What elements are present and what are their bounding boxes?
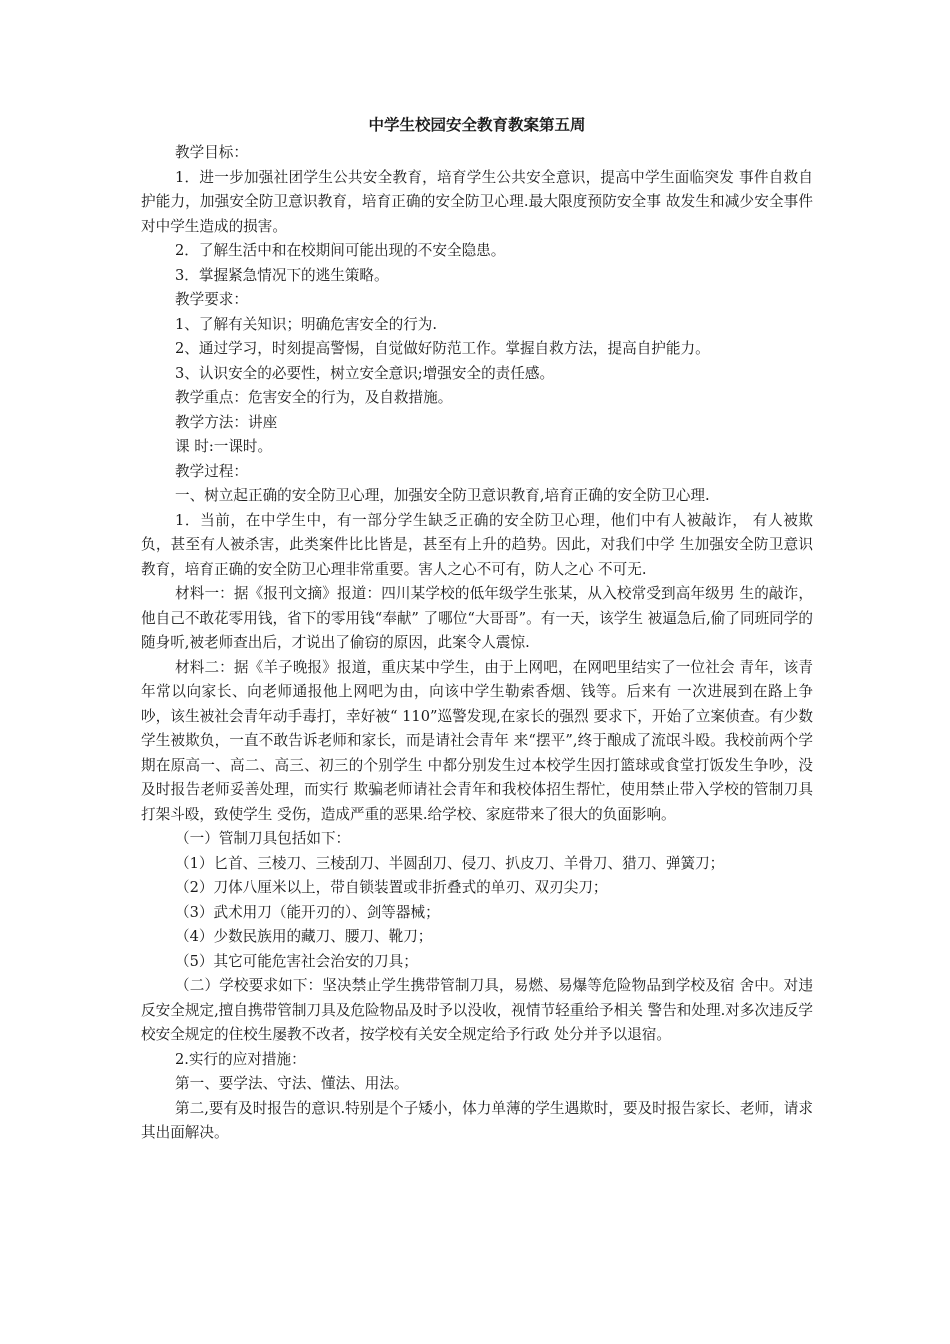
paragraph: 2．了解生活中和在校期间可能出现的不安全隐患。 (175, 242, 506, 259)
paragraph: 材料二：据《羊子晚报》报道，重庆某中学生，由于上网吧，在网吧里结实了一位社会 青年，该青年常以向家长、向老师通报他上网吧为由，向该中学生勒索香烟、钱等。后来有 一次进展到在路上争吵，该生被社会青年动手毒打，幸好被“ 110”巡警发现,在家长的强烈 要求下，开始了立案侦查。有少数学生被欺负，一直不敢告诉老师和家长，而是请社会青年 来“摆平”,终于酿成了流氓斗殴。我校前两个学期在原高一、高二、高三、初三的个别学生 中都分别发生过本校学生因打篮球或食堂打饭发生争吵，没及时报告老师妥善处理，而实行 欺骗老师请社会青年和我校体招生帮忙，使用禁止带入学校的管制刀具打架斗殴，致使学生 受伤，造成严重的恶果.给学校、家庭带来了很大的负面影响。 (141, 658, 813, 823)
paragraph: 3．掌握紧急情况下的逃生策略。 (175, 266, 389, 284)
paragraph: （2）刀体八厘米以上，带自锁装置或非折叠式的单刃、双刃尖刀； (175, 879, 608, 896)
paragraph: 教学重点：危害安全的行为，及自救措施。 (175, 389, 453, 406)
paragraph: （4）少数民族用的藏刀、腰刀、靴刀； (175, 928, 433, 945)
paragraph: （1）匕首、三棱刀、三棱刮刀、半圆刮刀、侵刀、扒皮刀、羊骨刀、猎刀、弹簧刀； (175, 854, 725, 872)
paragraph: （二）学校要求如下：坚决禁止学生携带管制刀具，易燃、易爆等危险物品到学校及宿 舍中。对违反安全规定,擅自携带管制刀具及危险物品及时予以没收，视情节轻重给予相关 警告和处理.对多次违反学校安全规定的住校生屡教不改者，按学校有关安全规定给予行政 处分并予以退宿。 (141, 977, 813, 1043)
paragraph: （5）其它可能危害社会治安的刀具； (175, 952, 418, 970)
paragraph: 一、树立起正确的安全防卫心理，加强安全防卫意识教育,培育正确的安全防卫心理. (175, 487, 710, 504)
paragraph: 3、认识安全的必要性，树立安全意识;增强安全的责任感。 (175, 364, 555, 382)
paragraph: （一）管制刀具包括如下： (175, 830, 351, 847)
document-title: 中学生校园安全教育教案第五周 (368, 115, 586, 134)
paragraph: 教学方法：讲座 (175, 413, 278, 431)
paragraph: 教学过程： (175, 462, 248, 480)
paragraph: 1、了解有关知识；明确危害安全的行为. (175, 315, 438, 333)
paragraph: 材料一：据《报刊文摘》报道：四川某学校的低年级学生张某，从入校常受到高年级男 生的敲诈，他自己不敢花零用钱，省下的零用钱“奉献” 了哪位“大哥哥”。有一天，该学生 被逼急后,偷了同班同学的随身听,被老师查出后，才说出了偷窃的原因，此案令人震惊. (141, 585, 813, 651)
paragraph-list (141, 141, 813, 1146)
paragraph: 第二,要有及时报告的意识.特别是个子矮小，体力单薄的学生遇欺时，要及时报告家长、老师，请求其出面解决。 (141, 1099, 813, 1141)
document-body (141, 113, 813, 1146)
paragraph: 2.实行的应对措施： (175, 1050, 306, 1068)
paragraph: 第一、要学法、守法、懂法、用法。 (175, 1075, 409, 1092)
paragraph: 1．进一步加强社团学生公共安全教育，培育学生公共安全意识，提高中学生面临突发 事件自救自护能力，加强安全防卫意识教育，培育正确的安全防卫心理.最大限度预防安全事 故发生和减少安全事件对中学生造成的损害。 (141, 168, 813, 235)
paragraph: 课 时:一课时。 (175, 438, 273, 455)
paragraph: 1．当前，在中学生中，有一部分学生缺乏正确的安全防卫心理，他们中有人被敲诈， 有人被欺负，甚至有人被杀害，此类案件比比皆是，甚至有上升的趋势。因此，对我们中学 生加强安全防卫意识教育，培育正确的安全防卫心理非常重要。害人之心不可有，防人之心 不可无. (141, 511, 813, 578)
paragraph: 教学要求： (175, 291, 248, 308)
paragraph: 教学目标： (175, 144, 248, 161)
paragraph: （3）武术用刀（能开刃的）、剑等器械； (175, 903, 440, 921)
paragraph: 2、通过学习，时刻提高警惕，自觉做好防范工作。掌握自救方法，提高自护能力。 (175, 340, 710, 357)
